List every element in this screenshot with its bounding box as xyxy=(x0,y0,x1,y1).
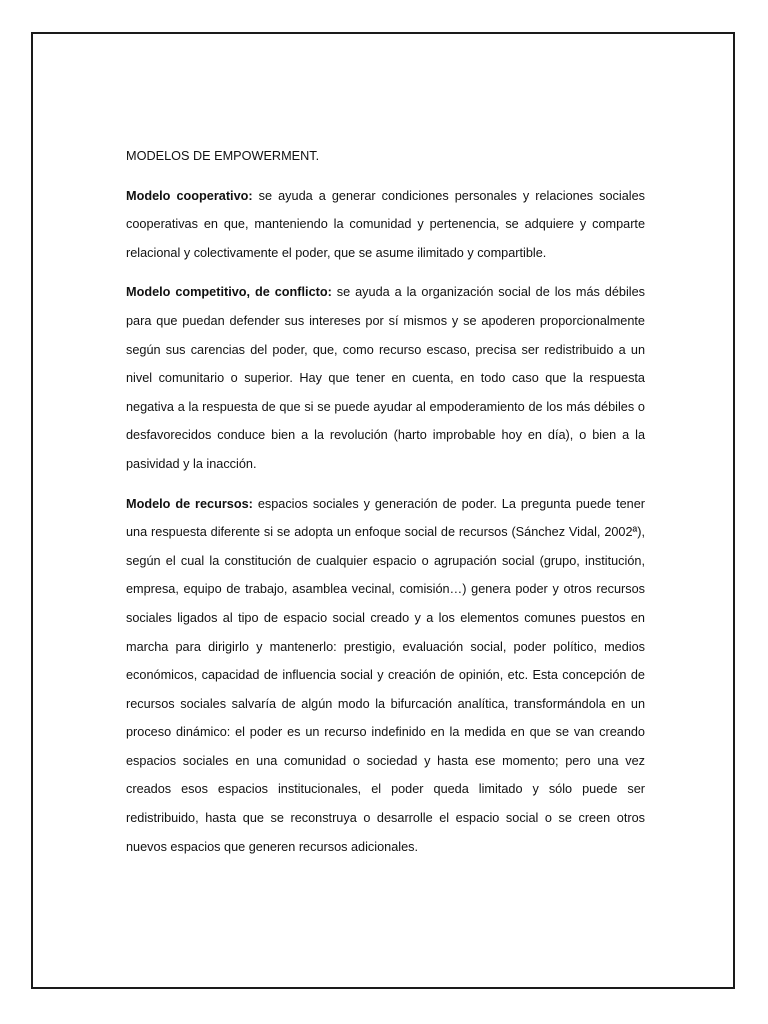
paragraph-heading: Modelo cooperativo: xyxy=(126,188,253,203)
document-page xyxy=(31,32,735,989)
paragraph-text: espacios sociales y generación de poder. La pregunta puede tener una respuesta diferente si se adopta un enfoque social de recursos (Sánchez Vidal, 2002ª), según el cual la constitución de cualquier espacio o agrupación social (grupo, institución, empresa, equipo de trabajo, asamblea vecinal, comisión…) genera poder y otros recursos sociales ligados al tipo de espacio social creado y a los elementos comunes puestos en marcha para dirigirlo y mantenerlo: prestigio, evaluación social, poder político, medios económicos, capacidad de influencia social y creación de opinión, etc. Esta concepción de recursos sociales salvaría de algún modo la bifurcación analítica, transformándola en un proceso dinámico: el poder es un recurso indefinido en la medida en que se van creando espacios sociales en una comunidad o sociedad y hasta ese momento; pero una vez creados esos espacios institucionales, el poder queda limitado y sólo puede ser redistribuido, hasta que se reconstruya o desarrolle el espacio social o se creen otros nuevos espacios que generen recursos adicionales. xyxy=(126,496,645,854)
paragraph-heading: Modelo competitivo, de conflicto: xyxy=(126,285,332,300)
paragraph-heading: Modelo de recursos: xyxy=(126,496,253,511)
document-body xyxy=(126,142,645,872)
paragraph-cooperative-model xyxy=(126,182,645,268)
paragraph-resources-model xyxy=(126,490,645,862)
paragraph-competitive-model xyxy=(126,278,645,478)
document-title: MODELOS DE EMPOWERMENT. xyxy=(126,149,320,163)
paragraph-text: se ayuda a generar condiciones personales y relaciones sociales cooperativas en que, manteniendo la comunidad y pertenencia, se adquiere y comparte relacional y colectivamente el poder, que se asume ilimitado y compartible. xyxy=(126,188,645,260)
paragraph-text: se ayuda a la organización social de los más débiles para que puedan defender sus intereses por sí mismos y se apoderen proporcionalmente según sus carencias del poder, que, como recurso escaso, precisa ser redistribuido a un nivel comunitario o superior. Hay que tener en cuenta, en todo caso que la respuesta negativa a la respuesta de que si se puede ayudar al empoderamiento de los más débiles o desfavorecidos conduce bien a la revolución (harto improbable hoy en día), o bien a la pasividad y la inacción. xyxy=(126,285,646,471)
